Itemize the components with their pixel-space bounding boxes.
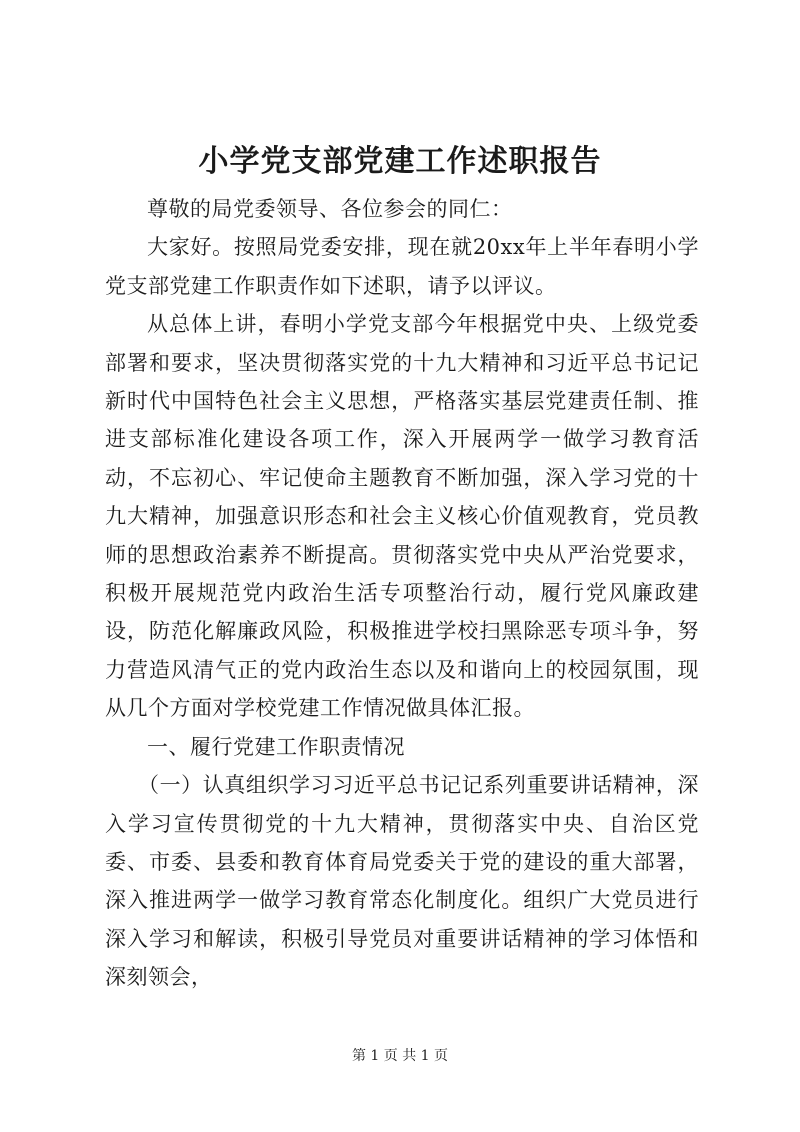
subsection-paragraph: （一）认真组织学习习近平总书记记系列重要讲话精神，深入学习宣传贯彻党的十九大精神，贯彻落实中央、自治区党委、市委、县委和教育体育局党委关于党的建设的重大部署，深入推进两学一做学习教育常态化制度化。组织广大党员进行深入学习和解读，积极引导党员对重要讲话精神的学习体悟和深刻领会， bbox=[105, 773, 699, 990]
overview-paragraph: 从总体上讲，春明小学党支部今年根据党中央、上级党委部署和要求，坚决贯彻落实党的十九大精神和习近平总书记记新时代中国特色社会主义思想，严格落实基层党建责任制、推进支部标准化建设各项工作，深入开展两学一做学习教育活动，不忘初心、牢记使命主题教育不断加强，深入学习党的十九大精神，加强意识形态和社会主义核心价值观教育，党员教师的思想政治素养不断提高。贯彻落实党中央从严治党要求，积极开展规范党内政治生活专项整治行动，履行党风廉政建设，防范化解廉政风险，积极推进学校扫黑除恶专项斗争，努力营造风清气正的党内政治生态以及和谐向上的校园氛围，现从几个方面对学校党建工作情况做具体汇报。 bbox=[105, 312, 699, 721]
section-heading: 一、履行党建工作职责情况 bbox=[147, 734, 405, 759]
salutation-paragraph: 尊敬的局党委领导、各位参会的同仁： bbox=[147, 197, 513, 221]
document-body bbox=[105, 190, 699, 997]
greeting-paragraph: 大家好。按照局党委安排，现在就20xx年上半年春明小学党支部党建工作职责作如下述职，请予以评议。 bbox=[105, 235, 699, 298]
page-footer: 第 1 页 共 1 页 bbox=[351, 1048, 449, 1064]
document-title: 小学党支部党建工作述职报告 bbox=[198, 144, 602, 179]
